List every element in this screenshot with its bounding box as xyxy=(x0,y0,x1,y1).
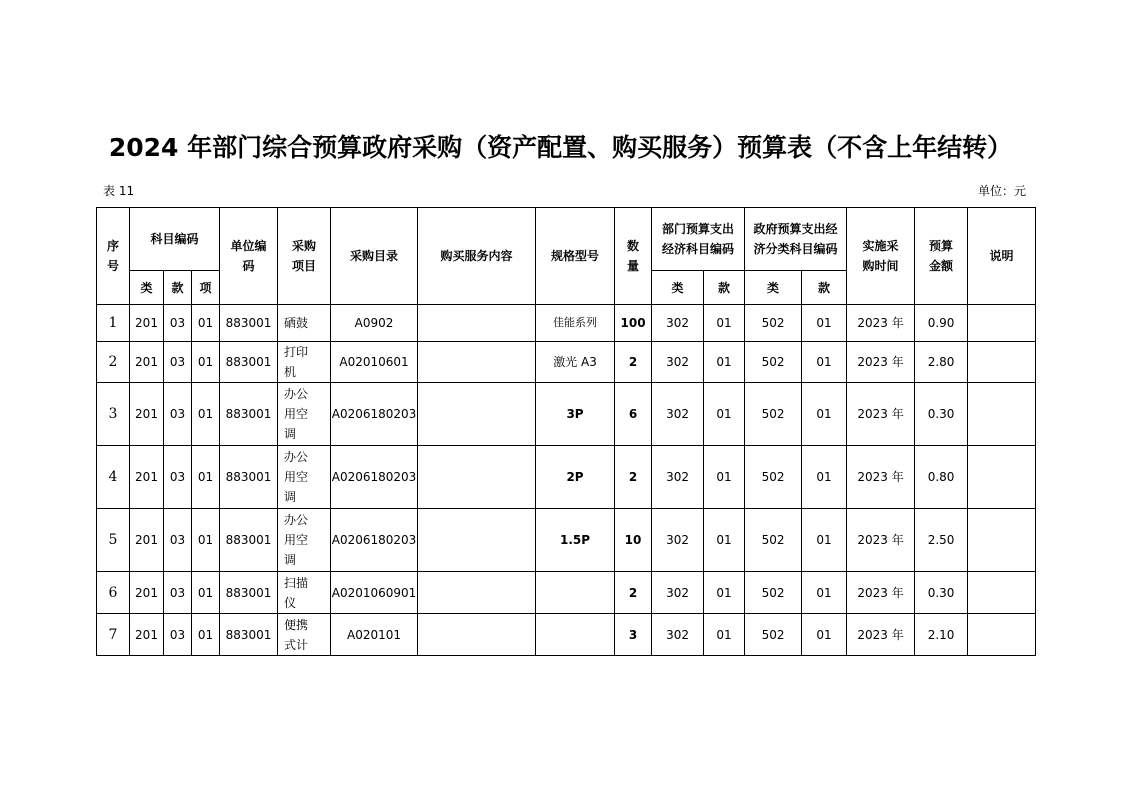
spec-cell xyxy=(536,614,615,656)
xiang-cell: 01 xyxy=(192,342,220,383)
catalog-cell: A02010601 xyxy=(331,342,418,383)
dept-lei-cell: 302 xyxy=(652,342,704,383)
unit-code-cell: 883001 xyxy=(220,614,278,656)
unit-label: 单位：元 xyxy=(977,184,1026,198)
catalog-cell: A020101 xyxy=(331,614,418,656)
gov-kuan-cell: 01 xyxy=(802,572,847,614)
qty-cell: 100 xyxy=(615,305,652,342)
qty-cell: 2 xyxy=(615,342,652,383)
qty-cell: 2 xyxy=(615,572,652,614)
qty-cell: 6 xyxy=(615,383,652,446)
table-row xyxy=(97,509,1036,572)
header-note: 说明 xyxy=(968,208,1036,305)
table-row xyxy=(97,383,1036,446)
note-cell xyxy=(968,383,1036,446)
table-row xyxy=(97,572,1036,614)
xiang-cell: 01 xyxy=(192,446,220,509)
seq-cell: 7 xyxy=(97,614,130,656)
catalog-cell: A0902 xyxy=(331,305,418,342)
time-cell: 2023 年 xyxy=(847,342,915,383)
amount-cell: 0.80 xyxy=(915,446,968,509)
dept-lei-cell: 302 xyxy=(652,572,704,614)
qty-cell: 10 xyxy=(615,509,652,572)
dept-lei-cell: 302 xyxy=(652,446,704,509)
page-title: 2024 年部门综合预算政府采购（资产配置、购买服务）预算表（不含上年结转） xyxy=(108,133,1013,162)
xiang-cell: 01 xyxy=(192,305,220,342)
amount-cell: 0.30 xyxy=(915,383,968,446)
header-amount: 预算金额 xyxy=(915,208,968,305)
seq-cell: 3 xyxy=(97,383,130,446)
xiang-cell: 01 xyxy=(192,614,220,656)
seq-cell: 1 xyxy=(97,305,130,342)
seq-cell: 5 xyxy=(97,509,130,572)
qty-cell: 3 xyxy=(615,614,652,656)
project-cell: 办公用空调 xyxy=(278,446,331,509)
lei-cell: 201 xyxy=(130,342,164,383)
service-cell xyxy=(418,305,536,342)
project-cell: 便携式计 xyxy=(278,614,331,656)
gov-lei-cell: 502 xyxy=(745,572,802,614)
amount-cell: 2.10 xyxy=(915,614,968,656)
spec-cell: 激光 A3 xyxy=(536,342,615,383)
kuan-cell: 03 xyxy=(164,342,192,383)
catalog-cell: A0206180203 xyxy=(331,446,418,509)
service-cell xyxy=(418,342,536,383)
note-cell xyxy=(968,572,1036,614)
kuan-cell: 03 xyxy=(164,305,192,342)
xiang-cell: 01 xyxy=(192,383,220,446)
time-cell: 2023 年 xyxy=(847,509,915,572)
xiang-cell: 01 xyxy=(192,509,220,572)
amount-cell: 0.30 xyxy=(915,572,968,614)
header-dept-lei: 类 xyxy=(652,271,704,305)
note-cell xyxy=(968,509,1036,572)
gov-lei-cell: 502 xyxy=(745,383,802,446)
gov-kuan-cell: 01 xyxy=(802,614,847,656)
kuan-cell: 03 xyxy=(164,572,192,614)
gov-lei-cell: 502 xyxy=(745,342,802,383)
amount-cell: 0.90 xyxy=(915,305,968,342)
lei-cell: 201 xyxy=(130,509,164,572)
spec-cell: 2P xyxy=(536,446,615,509)
kuan-cell: 03 xyxy=(164,446,192,509)
header-lei: 类 xyxy=(130,271,164,305)
unit-code-cell: 883001 xyxy=(220,305,278,342)
service-cell xyxy=(418,572,536,614)
header-gov-lei: 类 xyxy=(745,271,802,305)
seq-cell: 2 xyxy=(97,342,130,383)
spec-cell xyxy=(536,572,615,614)
lei-cell: 201 xyxy=(130,446,164,509)
dept-kuan-cell: 01 xyxy=(704,383,745,446)
kuan-cell: 03 xyxy=(164,614,192,656)
dept-lei-cell: 302 xyxy=(652,509,704,572)
qty-cell: 2 xyxy=(615,446,652,509)
seq-cell: 6 xyxy=(97,572,130,614)
service-cell xyxy=(418,614,536,656)
header-service: 购买服务内容 xyxy=(418,208,536,305)
note-cell xyxy=(968,614,1036,656)
time-cell: 2023 年 xyxy=(847,383,915,446)
header-subject-code: 科目编码 xyxy=(130,208,220,271)
header-gov-kuan: 款 xyxy=(802,271,847,305)
header-seq: 序号 xyxy=(97,208,130,305)
header-catalog: 采购目录 xyxy=(331,208,418,305)
unit-code-cell: 883001 xyxy=(220,342,278,383)
lei-cell: 201 xyxy=(130,572,164,614)
table-number: 表 11 xyxy=(103,184,135,198)
spec-cell: 3P xyxy=(536,383,615,446)
unit-code-cell: 883001 xyxy=(220,572,278,614)
gov-lei-cell: 502 xyxy=(745,509,802,572)
dept-lei-cell: 302 xyxy=(652,614,704,656)
dept-kuan-cell: 01 xyxy=(704,446,745,509)
unit-code-cell: 883001 xyxy=(220,446,278,509)
project-cell: 办公用空调 xyxy=(278,509,331,572)
amount-cell: 2.80 xyxy=(915,342,968,383)
header-xiang: 项 xyxy=(192,271,220,305)
table-row xyxy=(97,614,1036,656)
project-cell: 扫描仪 xyxy=(278,572,331,614)
table-row xyxy=(97,342,1036,383)
dept-lei-cell: 302 xyxy=(652,383,704,446)
unit-code-cell: 883001 xyxy=(220,509,278,572)
header-unit-code: 单位编码 xyxy=(220,208,278,305)
seq-cell: 4 xyxy=(97,446,130,509)
catalog-cell: A0206180203 xyxy=(331,509,418,572)
dept-kuan-cell: 01 xyxy=(704,342,745,383)
lei-cell: 201 xyxy=(130,383,164,446)
gov-kuan-cell: 01 xyxy=(802,305,847,342)
gov-lei-cell: 502 xyxy=(745,305,802,342)
catalog-cell: A0206180203 xyxy=(331,383,418,446)
service-cell xyxy=(418,509,536,572)
amount-cell: 2.50 xyxy=(915,509,968,572)
unit-code-cell: 883001 xyxy=(220,383,278,446)
lei-cell: 201 xyxy=(130,305,164,342)
gov-kuan-cell: 01 xyxy=(802,383,847,446)
header-project: 采购项目 xyxy=(278,208,331,305)
time-cell: 2023 年 xyxy=(847,572,915,614)
procurement-budget-table xyxy=(96,207,1036,656)
gov-kuan-cell: 01 xyxy=(802,509,847,572)
dept-kuan-cell: 01 xyxy=(704,509,745,572)
service-cell xyxy=(418,446,536,509)
table-row xyxy=(97,446,1036,509)
table-row xyxy=(97,305,1036,342)
header-spec: 规格型号 xyxy=(536,208,615,305)
service-cell xyxy=(418,383,536,446)
gov-kuan-cell: 01 xyxy=(802,342,847,383)
header-kuan: 款 xyxy=(164,271,192,305)
time-cell: 2023 年 xyxy=(847,446,915,509)
header-gov-econ: 政府预算支出经济分类科目编码 xyxy=(745,208,847,271)
project-cell: 办公用空调 xyxy=(278,383,331,446)
gov-lei-cell: 502 xyxy=(745,614,802,656)
spec-cell: 佳能系列 xyxy=(536,305,615,342)
header-dept-kuan: 款 xyxy=(704,271,745,305)
note-cell xyxy=(968,342,1036,383)
gov-lei-cell: 502 xyxy=(745,446,802,509)
dept-kuan-cell: 01 xyxy=(704,305,745,342)
header-time: 实施采购时间 xyxy=(847,208,915,305)
project-cell: 硒鼓 xyxy=(278,305,331,342)
kuan-cell: 03 xyxy=(164,383,192,446)
dept-lei-cell: 302 xyxy=(652,305,704,342)
catalog-cell: A0201060901 xyxy=(331,572,418,614)
kuan-cell: 03 xyxy=(164,509,192,572)
header-dept-econ: 部门预算支出经济科目编码 xyxy=(652,208,745,271)
project-cell: 打印机 xyxy=(278,342,331,383)
note-cell xyxy=(968,446,1036,509)
note-cell xyxy=(968,305,1036,342)
gov-kuan-cell: 01 xyxy=(802,446,847,509)
dept-kuan-cell: 01 xyxy=(704,614,745,656)
spec-cell: 1.5P xyxy=(536,509,615,572)
time-cell: 2023 年 xyxy=(847,305,915,342)
time-cell: 2023 年 xyxy=(847,614,915,656)
lei-cell: 201 xyxy=(130,614,164,656)
dept-kuan-cell: 01 xyxy=(704,572,745,614)
xiang-cell: 01 xyxy=(192,572,220,614)
header-qty: 数量 xyxy=(615,208,652,305)
